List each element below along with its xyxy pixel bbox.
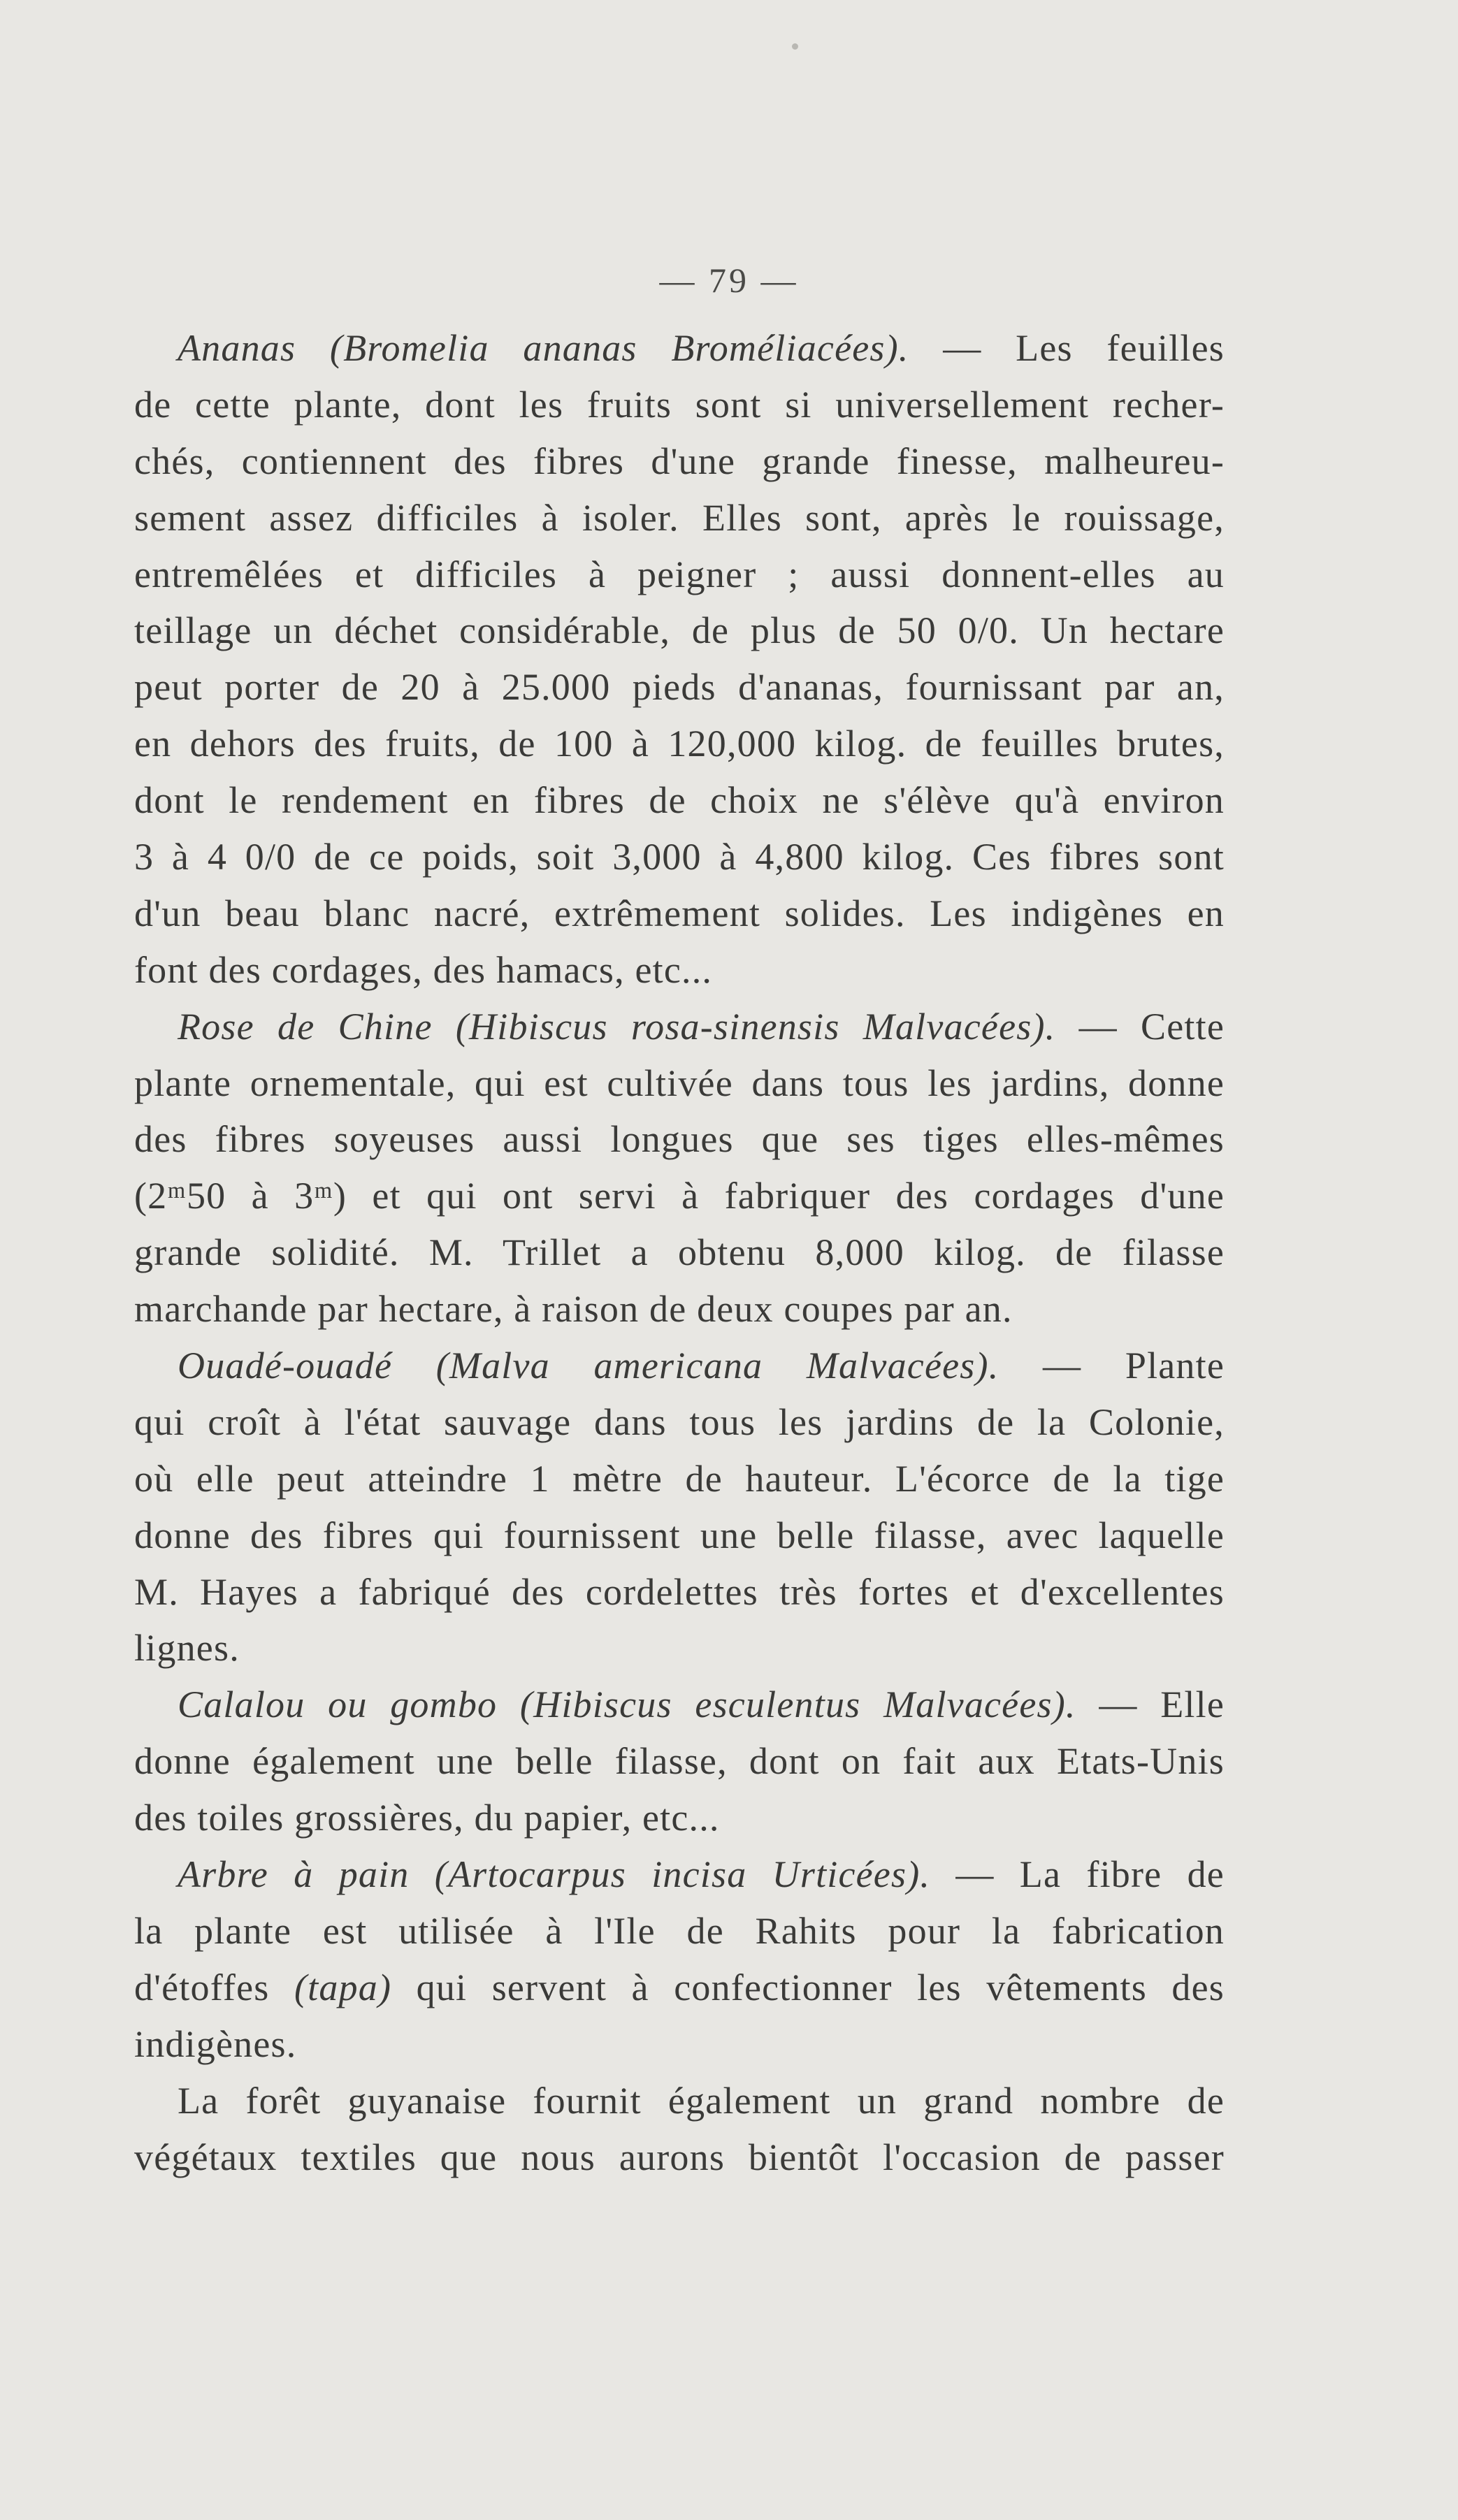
text-run: des fibres soyeuses aussi longues que ses tiges elles-mêmes bbox=[134, 1118, 1225, 1161]
text-run: qui croît à l'état sauvage dans tous les jardins de la Colonie, bbox=[134, 1400, 1225, 1443]
italic-text: Rose de Chine (Hibiscus rosa-sinensis Malvacées). bbox=[178, 1005, 1056, 1048]
text-run: — Elle bbox=[1076, 1683, 1225, 1726]
text-run: chés, contiennent des fibres d'une grande finesse, malheureu- bbox=[134, 440, 1225, 482]
text-run: teillage un déchet considérable, de plus de 50 0/0. Un hectare bbox=[134, 609, 1225, 652]
text-run: grande solidité. M. Trillet a obtenu 8,000 kilog. de filasse bbox=[134, 1231, 1225, 1274]
text-line bbox=[134, 2073, 1225, 2129]
text-run: végétaux textiles que nous aurons bientôt l'occasion de passer bbox=[134, 2136, 1225, 2178]
text-run: plante ornementale, qui est cultivée dans tous les jardins, donne bbox=[134, 1062, 1225, 1104]
text-line bbox=[134, 1677, 1225, 1733]
text-run: sement assez difficiles à isoler. Elles sont, après le rouissage, bbox=[134, 496, 1225, 539]
text-run: — Plante bbox=[999, 1345, 1225, 1387]
text-run: — La fibre de bbox=[930, 1853, 1225, 1896]
text-line bbox=[134, 377, 1225, 433]
italic-text: (tapa) bbox=[294, 1966, 392, 2008]
text-line bbox=[134, 999, 1225, 1055]
text-run: dont le rendement en fibres de choix ne s'élève qu'à environ bbox=[134, 779, 1225, 822]
text-run: entremêlées et difficiles à peigner ; aussi donnent-elles au bbox=[134, 553, 1225, 595]
text-line bbox=[134, 1394, 1225, 1451]
text-line bbox=[134, 2129, 1225, 2186]
text-run: M. Hayes a fabriqué des cordelettes très fortes et d'excellentes bbox=[134, 1570, 1225, 1613]
text-run: donne des fibres qui fournissent une belle filasse, avec laquelle bbox=[134, 1514, 1225, 1556]
italic-text: Arbre à pain (Artocarpus incisa Urticées). bbox=[178, 1853, 931, 1896]
text-line bbox=[134, 716, 1225, 772]
text-line bbox=[134, 942, 1225, 999]
text-line bbox=[134, 1055, 1225, 1112]
text-run: où elle peut atteindre 1 mètre de hauteur. L'écorce de la tige bbox=[134, 1457, 1225, 1500]
text-run: d'un beau blanc nacré, extrêmement solides. Les indigènes en bbox=[134, 892, 1225, 934]
text-line bbox=[134, 1168, 1225, 1224]
text-line bbox=[134, 1960, 1225, 2016]
text-line bbox=[134, 546, 1225, 603]
text-run: font des cordages, des hamacs, etc... bbox=[134, 948, 713, 991]
text-run: 3 à 4 0/0 de ce poids, soit 3,000 à 4,800 kilog. Ces fibres sont bbox=[134, 836, 1225, 878]
text-run: — Les feuilles bbox=[909, 327, 1225, 369]
text-line bbox=[134, 1846, 1225, 1903]
italic-text: Ananas (Bromelia ananas Broméliacées). bbox=[178, 327, 909, 369]
italic-text: Ouadé-ouadé (Malva americana Malvacées). bbox=[178, 1345, 999, 1387]
text-line bbox=[134, 659, 1225, 716]
text-run: indigènes. bbox=[134, 2022, 297, 2065]
text-line bbox=[134, 1451, 1225, 1507]
text-run: lignes. bbox=[134, 1627, 240, 1670]
text-line bbox=[134, 602, 1225, 659]
paper-speck bbox=[792, 43, 798, 50]
text-run: qui servent à confectionner les vêtements des bbox=[391, 1966, 1225, 2008]
text-run: — Cette bbox=[1055, 1005, 1225, 1048]
text-run: des toiles grossières, du papier, etc... bbox=[134, 1797, 720, 1839]
text-line bbox=[134, 1903, 1225, 1960]
text-line bbox=[134, 1564, 1225, 1621]
text-run: la plante est utilisée à l'Ile de Rahits pour la fabrication bbox=[134, 1909, 1225, 1952]
text-line bbox=[134, 1338, 1225, 1394]
text-line bbox=[134, 433, 1225, 490]
text-line bbox=[134, 1620, 1225, 1677]
text-run: en dehors des fruits, de 100 à 120,000 kilog. de feuilles brutes, bbox=[134, 723, 1225, 765]
text-line bbox=[134, 1733, 1225, 1790]
body-text bbox=[134, 320, 1225, 2185]
text-line bbox=[134, 490, 1225, 546]
text-run: (2ᵐ50 à 3ᵐ) et qui ont servi à fabriquer des cordages d'une bbox=[134, 1175, 1225, 1217]
text-line bbox=[134, 829, 1225, 885]
text-line bbox=[134, 1790, 1225, 1846]
text-line bbox=[134, 2016, 1225, 2073]
text-run: La forêt guyanaise fournit également un grand nombre de bbox=[178, 2079, 1225, 2122]
text-line bbox=[134, 885, 1225, 942]
page-number: — 79 — bbox=[659, 261, 799, 300]
text-line bbox=[134, 1507, 1225, 1564]
italic-text: Calalou ou gombo (Hibiscus esculentus Malvacées). bbox=[178, 1683, 1076, 1726]
text-run: donne également une belle filasse, dont on fait aux Etats-Unis bbox=[134, 1740, 1225, 1783]
text-run: de cette plante, dont les fruits sont si universellement recher- bbox=[134, 383, 1225, 426]
text-run: d'étoffes bbox=[134, 1966, 294, 2008]
text-line bbox=[134, 1224, 1225, 1281]
text-line bbox=[134, 1111, 1225, 1168]
text-run: marchande par hectare, à raison de deux coupes par an. bbox=[134, 1288, 1013, 1331]
text-run: peut porter de 20 à 25.000 pieds d'ananas, fournissant par an, bbox=[134, 666, 1225, 709]
text-line bbox=[134, 772, 1225, 829]
text-line bbox=[134, 320, 1225, 377]
text-line bbox=[134, 1281, 1225, 1338]
